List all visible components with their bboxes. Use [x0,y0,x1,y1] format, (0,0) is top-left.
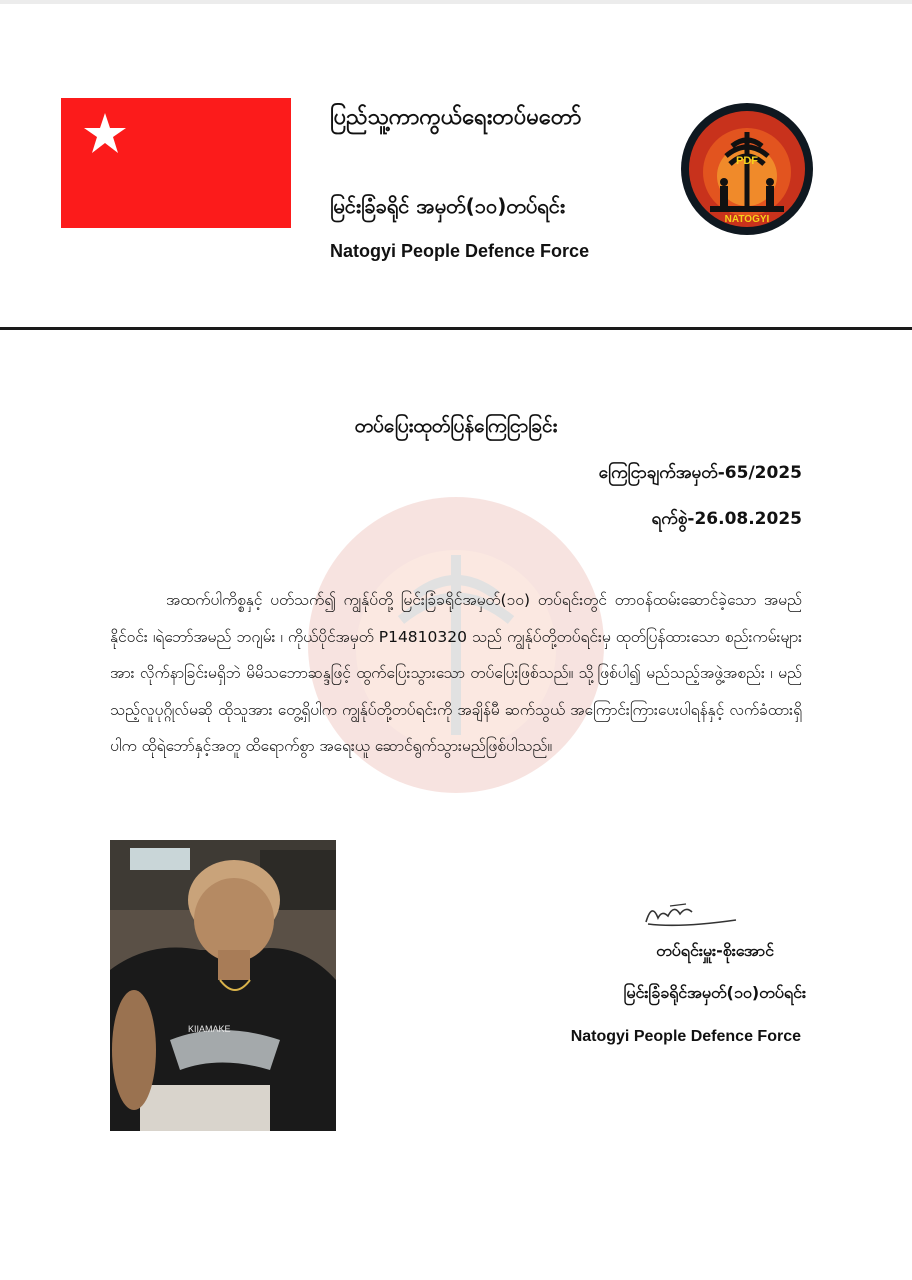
header-unit: မြင်းခြံခရိုင် အမှတ်(၁၀)တပ်ရင်း [330,194,565,218]
header-title: ပြည်သူ့ကာကွယ်ရေးတပ်မတော် [330,105,582,130]
notice-reference: ကြေငြာချက်အမှတ်-65/2025 [598,463,802,483]
logo-text-bottom: NATOGYI [724,214,770,225]
deserter-photo [110,840,336,1131]
header-org-english: Natogyi People Defence Force [330,241,590,261]
red-flag-image [61,98,291,228]
notice-date: ရက်စွဲ-26.08.2025 [651,509,802,529]
handwritten-signature [640,892,740,934]
top-border [0,0,912,4]
signatory-org-english: Natogyi People Defence Force [570,1028,801,1045]
logo-text-top: PDF [736,155,758,167]
signatory-name: တပ်ရင်းမှူး-စိုးအောင် [656,941,774,960]
pdf-natogyi-logo [680,102,814,236]
shirt-text: KIIAMAKE [188,1024,231,1034]
notice-body: အထက်ပါကိစ္စနှင့် ပတ်သက်၍ ကျွန်ုပ်တို့ မြင်းခြံခရိုင်အမှတ်(၁၀) တပ်ရင်းတွင် တာဝန်ထမ်းဆောင်ခဲ့သော အမည် နိုင်ဝင်း ၊ရဲဘော်အမည် ဘဂျမ်း ၊ ကိုယ်ပိုင်အမှတ် P14810320 သည် ကျွန်ုပ်တို့တပ်ရင်းမှ ထုတ်ပြန်ထားသော စည်းကမ်းများအား လိုက်နာခြင်းမရှိဘဲ မိမိသဘောဆန္ဒဖြင့် ထွက်ပြေးသွားသော တပ်ပြေးဖြစ်သည်။ သို့ဖြစ်ပါ၍ မည်သည့်အဖွဲ့အစည်း ၊ မည်သည့်လူပုဂ္ဂိုလ်မဆို ထိုသူအား တွေ့ရှိပါက ကျွန်ုပ်တို့တပ်ရင်းကို အချိန်မီ ဆက်သွယ် အကြောင်းကြားပေးပါရန်နှင့် လက်ခံထားရှိပါက ထိုရဲဘော်နှင့်အတူ ထိရောက်စွာ အရေးယူ ဆောင်ရွက်သွားမည်ဖြစ်ပါသည်။ [110,591,802,755]
signatory-unit: မြင်းခြံခရိုင်အမှတ်(၁၀)တပ်ရင်း [623,983,806,1002]
notice-title: တပ်ပြေးထုတ်ပြန်ကြေငြာခြင်း [354,415,558,437]
header-divider [0,327,912,330]
white-star-icon [83,111,127,155]
